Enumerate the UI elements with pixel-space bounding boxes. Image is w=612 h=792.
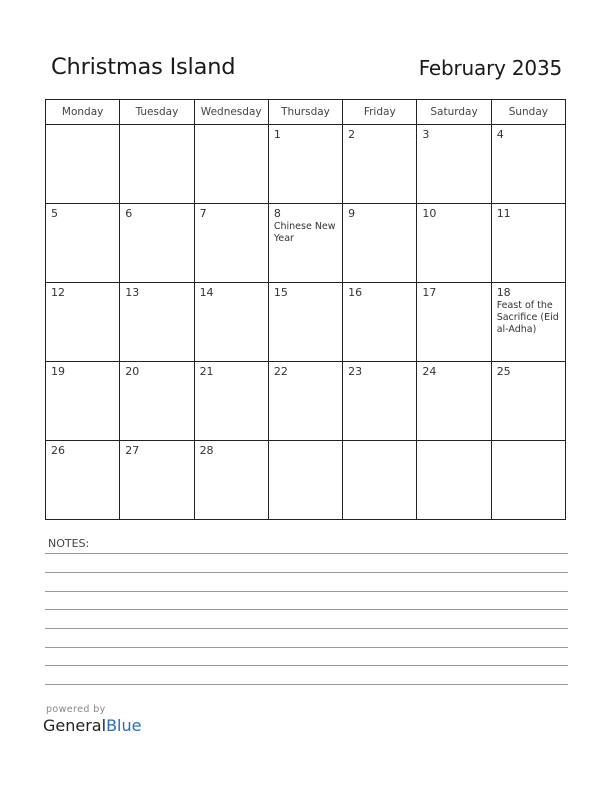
- day-cell: [417, 441, 491, 520]
- day-cell: [343, 125, 417, 204]
- day-cell: [268, 283, 342, 362]
- day-cell: [417, 204, 491, 283]
- day-number: 1: [273, 128, 281, 141]
- weekday-header: Thursday: [268, 100, 342, 125]
- day-number: 10: [422, 207, 437, 220]
- day-cell: [120, 441, 194, 520]
- day-number: 12: [51, 286, 65, 299]
- day-cell: [46, 283, 120, 362]
- day-cell: [491, 283, 565, 362]
- weekday-header: Tuesday: [120, 100, 194, 125]
- weekday-header: Friday: [343, 100, 417, 125]
- day-number: 2: [348, 128, 356, 141]
- day-cell: [194, 204, 268, 283]
- day-cell: [46, 204, 120, 283]
- day-cell: [491, 362, 565, 441]
- day-cell: [343, 362, 417, 441]
- note-line: [45, 553, 568, 554]
- day-number: 17: [422, 286, 437, 299]
- day-number: 4: [496, 128, 504, 141]
- day-cell: [120, 283, 194, 362]
- day-number: 9: [348, 207, 356, 220]
- day-number: 8: [273, 207, 281, 220]
- day-number: 13: [125, 286, 140, 299]
- day-cell: [268, 441, 342, 520]
- day-cell: [491, 441, 565, 520]
- day-number: 28: [199, 444, 214, 457]
- day-number: 6: [125, 207, 133, 220]
- week-row: [46, 441, 566, 520]
- day-cell: [194, 441, 268, 520]
- day-number: 27: [125, 444, 140, 457]
- day-cell: [491, 204, 565, 283]
- day-number: 25: [496, 365, 511, 378]
- week-row: [46, 204, 566, 283]
- day-cell: [343, 441, 417, 520]
- day-cell: [417, 125, 491, 204]
- day-number: 5: [51, 207, 58, 220]
- day-number: 24: [422, 365, 437, 378]
- day-cell: [120, 125, 194, 204]
- day-number: 23: [348, 365, 363, 378]
- day-cell: [194, 283, 268, 362]
- day-cell: [343, 204, 417, 283]
- day-number: 14: [199, 286, 214, 299]
- day-number: 11: [496, 207, 511, 220]
- note-line: [45, 684, 568, 685]
- holiday-label: Feast of the Sacrifice (Eid al-Adha): [496, 300, 559, 335]
- day-cell: [417, 283, 491, 362]
- note-line: [45, 665, 568, 666]
- note-line: [45, 647, 568, 648]
- day-cell: [46, 125, 120, 204]
- day-number: 7: [199, 207, 207, 220]
- brand-name-blue: Blue: [106, 716, 142, 735]
- day-cell: [194, 125, 268, 204]
- notes-label: NOTES:: [48, 537, 90, 550]
- day-number: 22: [273, 365, 288, 378]
- day-cell: [120, 362, 194, 441]
- note-line: [45, 609, 568, 610]
- brand-logo[interactable]: [43, 716, 141, 735]
- day-number: 20: [125, 365, 140, 378]
- day-cell: [46, 362, 120, 441]
- week-row: [46, 283, 566, 362]
- day-number: 19: [51, 365, 65, 378]
- day-cell: [343, 283, 417, 362]
- weekday-header-row: [46, 100, 566, 125]
- weekday-header: Wednesday: [194, 100, 268, 125]
- calendar-grid: [45, 99, 566, 520]
- note-line: [45, 572, 568, 573]
- day-number: 3: [422, 128, 430, 141]
- weekday-header: Monday: [46, 100, 120, 125]
- day-cell: [417, 362, 491, 441]
- holiday-label: Chinese New Year: [273, 221, 336, 244]
- day-number: 16: [348, 286, 363, 299]
- day-cell: [46, 441, 120, 520]
- calendar-month: February 2035: [418, 56, 562, 80]
- note-line: [45, 628, 568, 629]
- day-number: 18: [496, 286, 511, 299]
- calendar-title: Christmas Island: [51, 54, 236, 80]
- brand-name-general: General: [43, 716, 107, 735]
- day-cell: [268, 204, 342, 283]
- day-cell: [194, 362, 268, 441]
- weekday-header: Sunday: [491, 100, 565, 125]
- day-cell: [268, 125, 342, 204]
- note-line: [45, 591, 568, 592]
- week-row: [46, 125, 566, 204]
- day-number: 15: [273, 286, 288, 299]
- day-number: 21: [199, 365, 214, 378]
- week-row: [46, 362, 566, 441]
- weekday-header: Saturday: [417, 100, 491, 125]
- day-number: 26: [51, 444, 65, 457]
- powered-by-text: powered by: [46, 704, 106, 715]
- day-cell: [120, 204, 194, 283]
- day-cell: [268, 362, 342, 441]
- day-cell: [491, 125, 565, 204]
